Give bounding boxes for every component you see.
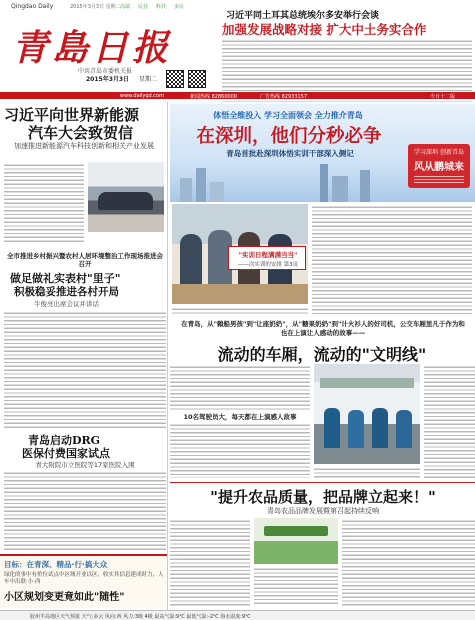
bus-byline: 10名驾驶员大，每天都在上演感人故事 [183,413,297,421]
bottom-left-story[interactable] [0,554,168,608]
banner-headline: 在深圳，他们分秒必争 [196,126,382,147]
series-label: 民营 [138,4,149,10]
top-story-kicker[interactable]: 习近平同土耳其总统埃尔多安举行会谈 [226,11,380,21]
banner-body-1 [172,306,308,316]
series-label: 高端 [120,4,131,10]
reform-byline: 牛俊亮出席会议并讲话 [34,300,99,308]
banner-side-title: 风从鹏城来 [414,162,464,173]
drg-body [4,470,166,552]
agri-story[interactable] [170,486,475,608]
news-hotline: 新闻热线 82860000 [190,94,238,100]
quote-sub: ——次实训的安排 第3页 [237,262,299,268]
bus-body-left-2 [170,422,310,478]
banner-section[interactable] [170,104,475,202]
bottom-left-label: 目标：在青深、精品·行·搞大众 [4,560,108,569]
banner-kicker: 体悟全维投入 学习全面领会 全力推介青岛 [213,111,363,120]
drg-headline-1: 青岛启动DRG [28,434,101,447]
series-label: 科技 [156,4,167,10]
drg-story[interactable] [4,432,166,552]
banner-side-tag: 学习深圳 创新青岛 [414,149,464,156]
series-label: 多民 [174,4,185,10]
xi-headline-1: 习近平向世界新能源 [4,106,140,124]
bus-body-left [170,364,310,410]
bus-photo-caption [314,466,420,478]
agri-headline: "提升农品质量，把品牌立起来！" [210,488,436,506]
bottom-left-headline: 小区规划变更竟如此"随性" [4,592,125,603]
newspaper-logo: 青島日报 [12,27,173,69]
agri-body-mid [254,566,338,606]
series-labels [120,3,184,10]
quote-text: "实训日程满满当当" [238,251,298,259]
bus-headline: 流动的车厢，流动的"文明线" [217,345,427,364]
reform-body [4,310,166,428]
xi-headline-2: 汽车大会致贺信 [28,124,134,142]
agri-photo [254,518,338,564]
website-link[interactable]: www.dailyqd.com [120,93,164,99]
agri-deck: 青岛农品品牌发展暨第召起持续反响 [267,507,379,515]
xi-story[interactable] [4,104,166,250]
bus-photo [314,364,420,464]
column-rule [167,102,168,610]
banner-body-2 [312,204,472,316]
reform-headline-2: 积极稳妥推进各村开局 [14,286,119,298]
logo-sub: 中共青岛市委机关报 [78,68,133,75]
qr-code-icon [188,70,206,88]
bus-kicker: 在青岛，从"賴船男孩"到"让座奶奶"，从"糖果奶奶"到"计火衫人的好司机，公交车厢里凡于作为和也在上演让人感动的故事—— [181,320,465,337]
reform-kicker: 全市推进乡村振兴暨农村人居环境整治工作现场推进会召开 [7,252,163,268]
xi-deck: 加速推进新能源汽车科技创新和相关产业发展 [14,142,154,150]
ad-hotline: 广告热线 82933157 [260,94,308,100]
pages-label: 今日十二版 [430,94,456,100]
weather-footer [0,610,475,620]
section-divider [170,482,475,483]
agri-body-left [170,518,250,606]
drg-headline-2: 医保付费国家试点 [22,447,110,460]
xi-body [4,162,84,242]
bus-body-right [424,364,475,478]
bottom-left-kicker: 绿化的事中有价位试点中区域开业以区，收实其信息建成时力，人车中出联·小·西 [4,572,164,585]
quote-box[interactable] [228,246,306,270]
banner-deck: 青岛首批赴深圳体悟实训干部深入侧记 [226,149,354,158]
car-photo [88,162,164,232]
drg-deck: 青大附院市立医院等17家医院入围 [35,461,135,469]
weekday: 星期二 [139,76,158,83]
masthead-bar [0,92,475,99]
agri-body-right [342,518,475,606]
issue-date: 2015年3月3日 [86,76,130,83]
banner-side-lines [414,174,464,184]
site-name: Qingdao Daily [11,3,54,10]
qr-code-icon [166,70,184,88]
top-story-headline[interactable]: 加强发展战略对接 扩大中土务实合作 [222,22,427,37]
reform-story[interactable] [4,252,166,428]
masthead-fine-print [64,84,154,90]
reform-headline-1: 做足做礼实表村"里子" [10,272,121,285]
weather-text: 胶州半岛地区天气预报 天气:多云 风向:西 风力:3级 4级 最高气温:9℃ 最低气温:-2℃ 海水温度:9℃ [30,614,251,620]
date-line: 2015年3月3日 星期二 [70,4,121,10]
